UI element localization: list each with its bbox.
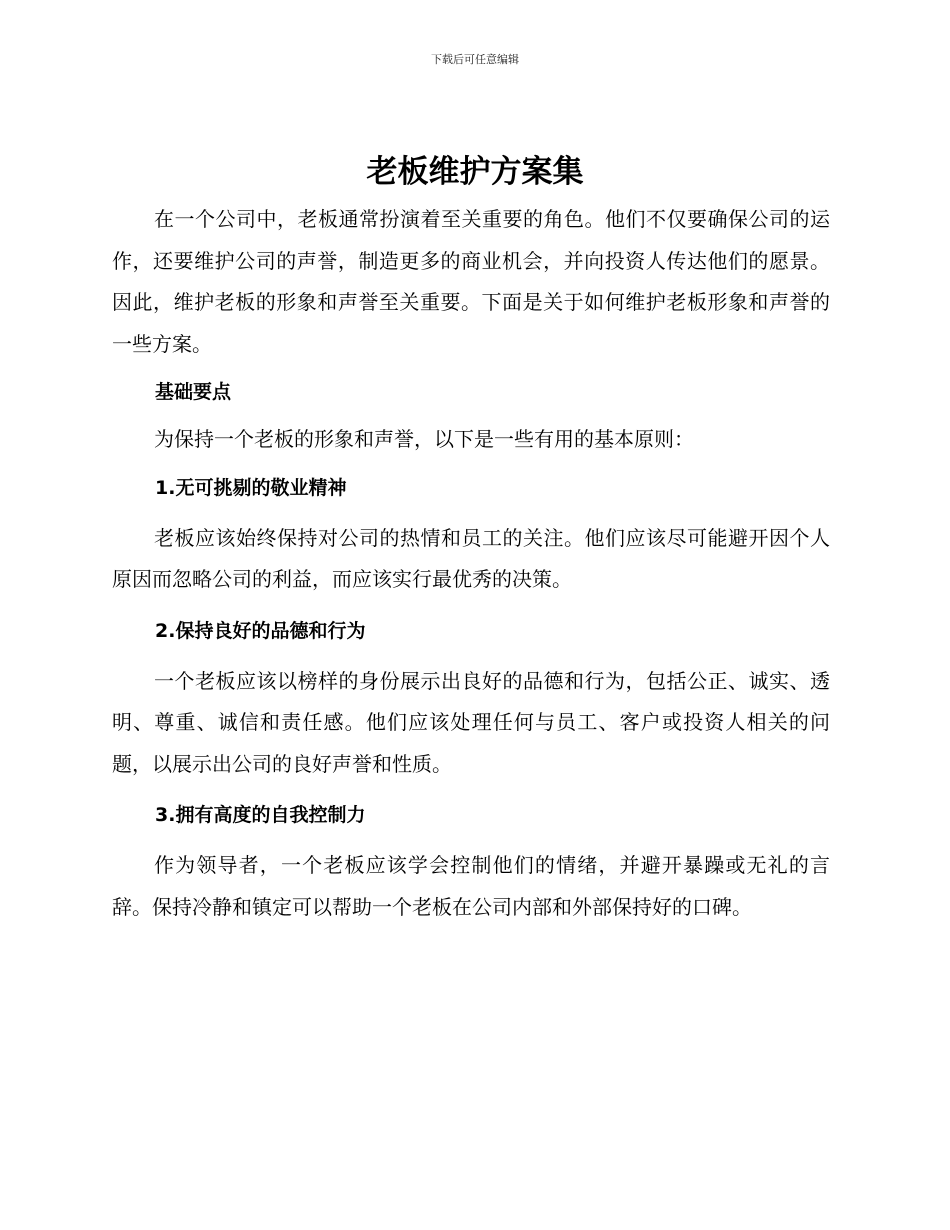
point-heading-2: 2.保持良好的品德和行为 [155, 619, 366, 642]
section-intro-paragraph: 为保持一个老板的形象和声誉，以下是一些有用的基本原则： [154, 427, 694, 451]
section-heading: 基础要点 [155, 381, 232, 403]
point-body-2: 一个老板应该以榜样的身份展示出良好的品德和行为，包括公正、诚实、透明、尊重、诚信和责任感。他们应该处理任何与员工、客户或投资人相关的问题，以展示出公司的良好声誉和性质。 [112, 668, 830, 776]
point-body-3: 作为领导者，一个老板应该学会控制他们的情绪，并避开暴躁或无礼的言辞。保持冷静和镇定可以帮助一个老板在公司内部和外部保持好的口碑。 [112, 853, 830, 919]
document-title: 老板维护方案集 [366, 154, 584, 190]
document-body [112, 199, 830, 928]
point-body-1: 老板应该始终保持对公司的热情和员工的关注。他们应该尽可能避开因个人原因而忽略公司的利益，而应该实行最优秀的决策。 [112, 525, 830, 591]
header-note: 下载后可任意编辑 [431, 53, 519, 66]
point-heading-3: 3.拥有高度的自我控制力 [155, 804, 366, 826]
point-heading-1: 1.无可挑剔的敬业精神 [155, 476, 347, 499]
intro-paragraph: 在一个公司中，老板通常扮演着至关重要的角色。他们不仅要确保公司的运作，还要维护公司的声誉，制造更多的商业机会，并向投资人传达他们的愿景。因此，维护老板的形象和声誉至关重要。下面是关于如何维护老板形象和声誉的一些方案。 [112, 207, 830, 356]
